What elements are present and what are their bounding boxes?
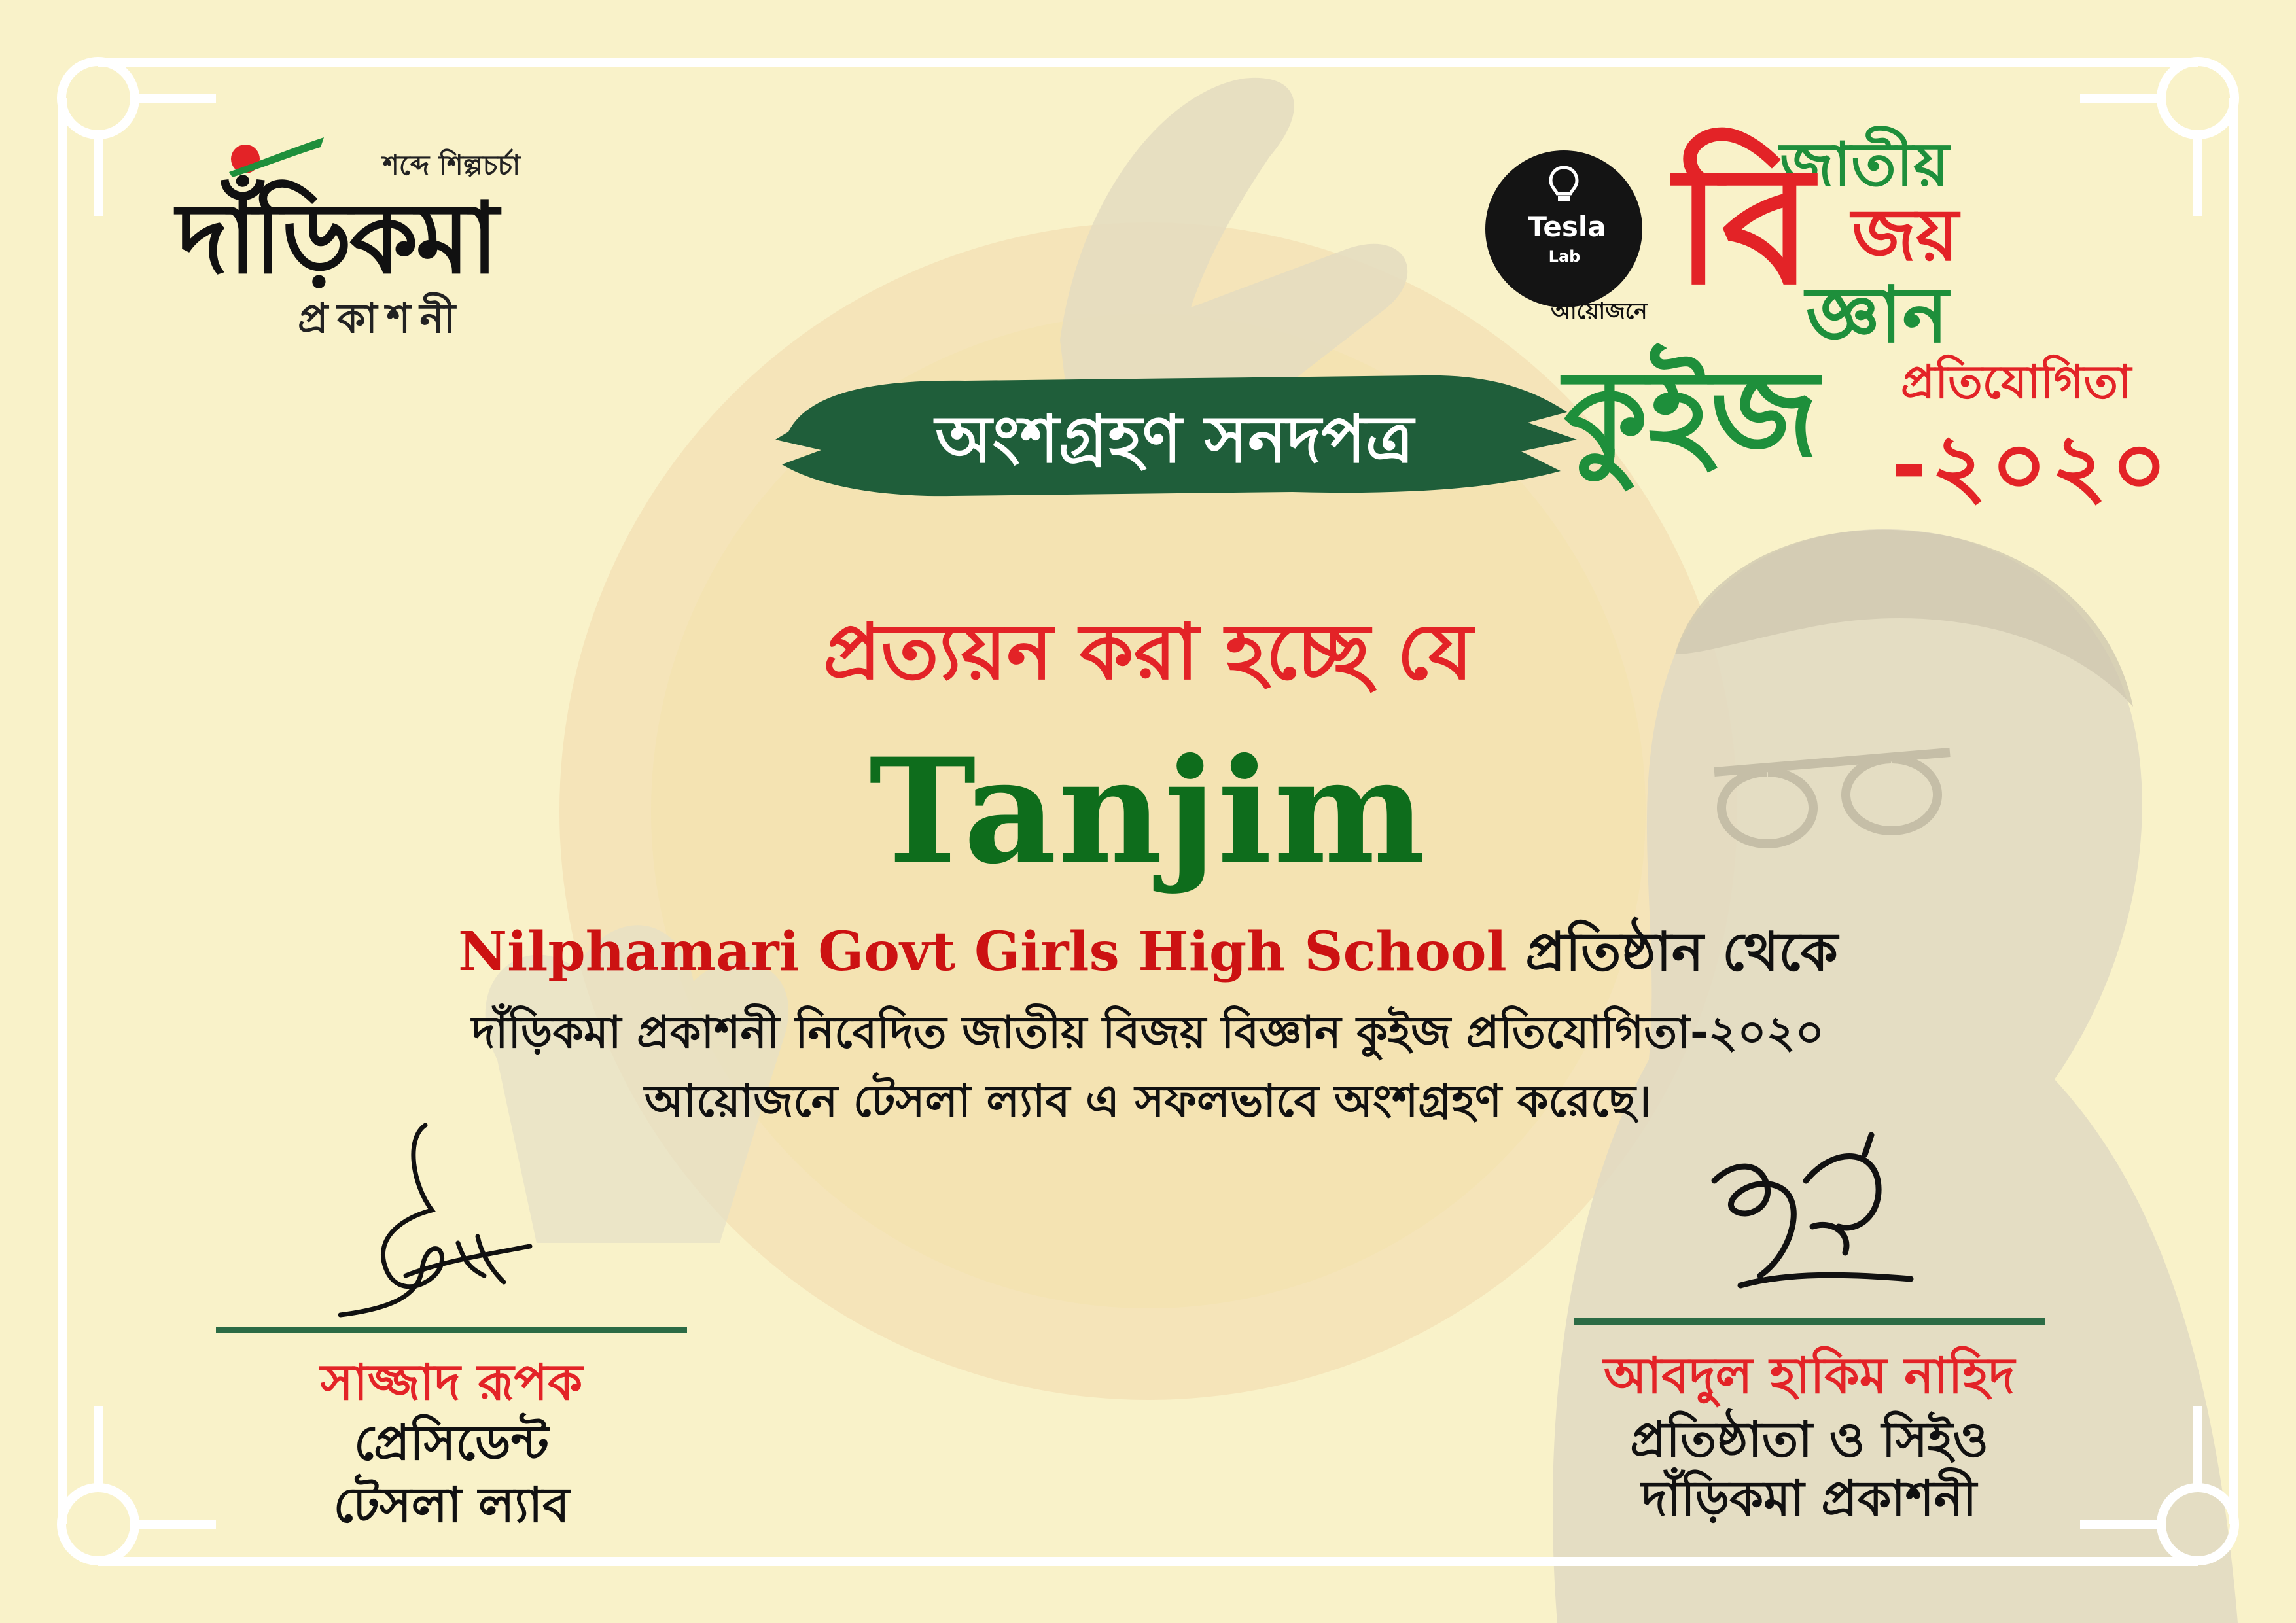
school-line bbox=[0, 911, 2296, 1000]
signer-2-title: প্রতিষ্ঠাতা ও সিইও bbox=[1630, 1412, 1988, 1468]
signer-2-organization: দাঁড়িকমা প্রকাশনী bbox=[1641, 1471, 1977, 1527]
signer-1-organization: টেসলা ল্যাব bbox=[333, 1477, 570, 1533]
school-name: Nilphamari Govt Girls High School bbox=[458, 920, 1507, 983]
publisher-name: দাঁড়িকমা bbox=[177, 182, 497, 296]
signature-sajjad-icon bbox=[327, 1112, 550, 1321]
lightbulb-icon bbox=[1547, 165, 1580, 204]
body-line-2: আয়োজনে টেসলা ল্যাব এ সফলভাবে অংশগ্রহণ করেছে। bbox=[644, 1075, 1651, 1127]
signature-line-left bbox=[216, 1327, 687, 1333]
school-suffix: প্রতিষ্ঠান থেকে bbox=[1525, 921, 1838, 983]
tesla-badge-lab: Lab bbox=[1548, 247, 1581, 266]
event-word-victory-1: বি bbox=[1675, 130, 1813, 321]
participant-name: Tanjim bbox=[868, 726, 1428, 896]
event-word-competition: প্রতিযোগিতা bbox=[1901, 355, 2132, 409]
signer-1-name: সাজ্জাদ রূপক bbox=[320, 1353, 583, 1411]
event-word-victory-2: জয় bbox=[1852, 193, 1959, 277]
event-word-science: জ্ঞান bbox=[1806, 270, 1949, 360]
publisher-tagline: শব্দে শিল্পচর্চা bbox=[383, 149, 521, 181]
publisher-subtitle: প্রকাশনী bbox=[298, 294, 465, 342]
event-year: -২০২০ bbox=[1891, 415, 2172, 516]
frame-corner-bottom-left bbox=[62, 1406, 216, 1561]
tesla-badge-name: Tesla bbox=[1528, 211, 1606, 243]
frame-corner-bottom-right bbox=[2080, 1406, 2234, 1561]
signer-2-name: আবদুল হাকিম নাহিদ bbox=[1603, 1346, 2015, 1405]
body-line-1: দাঁড়িকমা প্রকাশনী নিবেদিত জাতীয় বিজয় বিজ্ঞান কুইজ প্রতিযোগিতা-২০২০ bbox=[472, 1007, 1824, 1058]
certify-line: প্রত্যয়ন করা হচ্ছে যে bbox=[823, 606, 1473, 697]
organizer-label: আয়োজনে bbox=[1551, 298, 1648, 324]
event-word-national: জাতীয় bbox=[1780, 130, 1949, 200]
frame-corner-top-right bbox=[2080, 61, 2234, 216]
tesla-lab-badge bbox=[1485, 150, 1642, 307]
signature-line-right bbox=[1574, 1318, 2045, 1325]
certificate-title: অংশগ্রহণ সনদপত্র bbox=[935, 401, 1414, 478]
frame-bottom-line bbox=[98, 1557, 2198, 1566]
signature-hakim-icon bbox=[1675, 1122, 1924, 1318]
frame-top-line bbox=[98, 58, 2198, 67]
event-word-quiz: কুইজ bbox=[1564, 344, 1819, 484]
signer-1-title: প্রেসিডেন্ট bbox=[354, 1415, 549, 1471]
